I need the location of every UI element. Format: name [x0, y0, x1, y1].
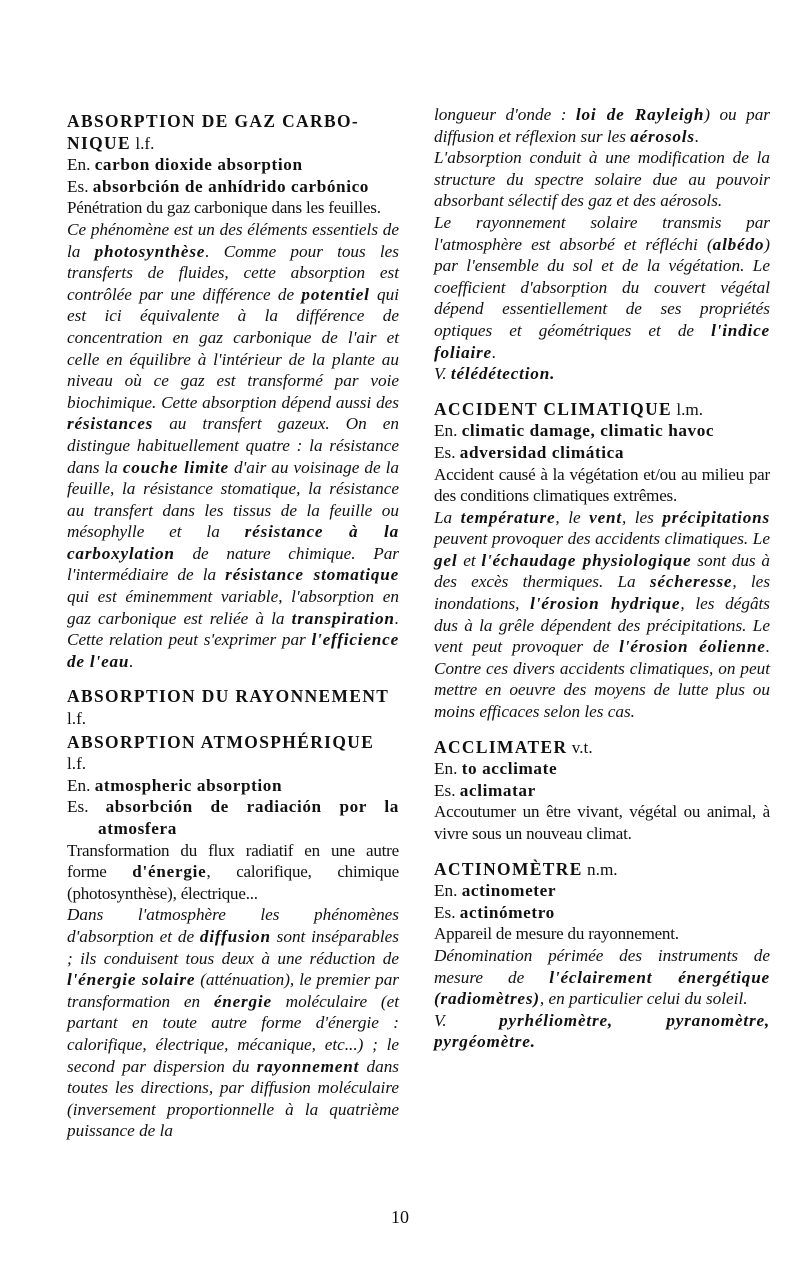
en-translation: actinometer [461, 881, 557, 901]
headword-cont: NIQUE [67, 132, 132, 153]
en-label: En. [434, 759, 458, 779]
xref-potentiel: potentiel [301, 284, 370, 304]
en-translation: climatic damage, climatic havoc [461, 421, 715, 441]
see-also: V. télédétection. [434, 364, 556, 384]
xref-pyrheliometre-pyranometre-pyrgeometre: pyrhéliomètre, pyranomètre, pyrgéomètre [434, 1010, 770, 1052]
definition: Accoutumer un être vivant, végétal ou animal, à vivre sous un nouveau climat. [434, 802, 770, 843]
xref-energie-solaire: l'énergie solaire [67, 970, 196, 990]
right-column [434, 104, 770, 1067]
note: Dénomination périmée des instruments de mesure de l'éclairement énergétique (radiomètres), en particulier celui du soleil. [434, 945, 770, 1009]
en-label: En. [434, 881, 458, 901]
headword: ACCIDENT CLIMATIQUE [434, 398, 673, 419]
xref-resistance-carboxylation: résistance à la carboxylation [67, 522, 400, 563]
xref-teledetection: télédétection [450, 364, 551, 384]
es-translation: actinómetro [459, 902, 555, 922]
definition: Transformation du flux radiatif en une autre forme d'énergie, calorifique, chimique (photosynthèse), électrique... [67, 840, 399, 903]
xref-energie: énergie [213, 991, 272, 1011]
es-translation: adversidad climática [459, 442, 625, 462]
es-label: Es. [434, 442, 456, 462]
xref-loi-rayleigh: loi de Rayleigh [575, 105, 705, 124]
es-label: Es. [67, 797, 89, 817]
grammar-label: l.m. [676, 399, 704, 419]
note-paragraph: L'absorption conduit à une modification de la structure du spectre solaire due au pouvoir absorbant sélectif des gaz et des aérosols. [434, 148, 770, 211]
es-label: Es. [67, 176, 89, 196]
entry-accident-climatique [434, 399, 770, 723]
entry-absorption-rayonnement [67, 686, 399, 729]
definition: Appareil de mesure du rayonnement. [434, 924, 679, 944]
xref-precipitations: précipitations [662, 507, 771, 527]
entry-actinometre [434, 859, 770, 1053]
xref-energie: d'énergie [132, 862, 207, 882]
xref-radiometres: (radiomètres) [434, 989, 540, 1009]
xref-erosion-eolienne: l'érosion éolienne [619, 637, 766, 657]
xref-resistance-stomatique: résistance stomatique [225, 565, 400, 585]
grammar-label: v.t. [571, 737, 593, 757]
en-label: En. [67, 775, 91, 795]
xref-resistances: résistances [67, 414, 154, 434]
es-translation: aclimatar [459, 780, 536, 800]
headword: ACCLIMATER [434, 736, 568, 757]
grammar-label: l.f. [135, 133, 155, 153]
note: Dans l'atmosphère les phénomènes d'absorption et de diffusion sont inséparables ; ils conduisent tous deux à une réduction de l'énergie solaire (atténuation), le premier par transformation en énergie moléculaire (et partant en toute autre forme d'énergie : calorifique, électrique, mécanique, etc...) ; le second par dispersion du rayonnement dans toutes les directions, par diffusion moléculaire (inversement proportionnelle à la quatrième puissance de la [67, 905, 399, 1141]
headword: ABSORPTION DE GAZ CARBO- [67, 111, 360, 131]
xref-photosynthese: photosynthèse [94, 241, 206, 261]
en-translation: atmospheric absorption [94, 775, 283, 795]
note-continued: longueur d'onde : loi de Rayleigh) ou par diffusion et réflexion sur les aérosols. [434, 105, 770, 146]
es-translation: absorbción de anhídrido carbónico [92, 176, 370, 196]
see-also: V. pyrhéliomètre, pyranomètre, pyrgéomètre. [434, 1010, 770, 1052]
es-label: Es. [434, 902, 456, 922]
en-translation: carbon dioxide absorption [94, 155, 303, 175]
grammar-label: l.f. [67, 754, 87, 774]
entry-acclimater [434, 737, 770, 845]
left-column [67, 111, 399, 1156]
page-number: 10 [391, 1207, 409, 1227]
headword: ABSORPTION DU RAYONNEMENT [67, 686, 390, 707]
xref-erosion-hydrique: l'érosion hydrique [530, 594, 681, 614]
headword: ACTINOMÈTRE [434, 858, 583, 879]
xref-temperature: température [460, 507, 556, 527]
xref-albedo: albédo [712, 234, 765, 254]
xref-efficience-eau: l'efficience de l'eau [67, 630, 399, 671]
xref-secheresse: sécheresse [649, 572, 733, 592]
xref-vent: vent [589, 507, 622, 527]
es-label: Es. [434, 780, 456, 800]
xref-diffusion: diffusion [199, 926, 271, 946]
xref-rayonnement: rayonnement [256, 1056, 360, 1076]
definition: Accident causé à la végétation et/ou au milieu par des conditions climatiques extrêmes. [434, 464, 770, 506]
es-translation: absorbción de radiación por la atmosfera [98, 797, 399, 838]
xref-echaudage: l'échaudage physiologique [481, 550, 692, 570]
entry-continuation [434, 104, 770, 385]
headword: ABSORPTION ATMOSPHÉRIQUE [67, 731, 375, 752]
xref-gel: gel [434, 550, 458, 570]
entry-absorption-gaz-carbonique [67, 111, 399, 672]
grammar-label: n.m. [587, 859, 618, 879]
xref-aerosols: aérosols [630, 126, 695, 146]
en-translation: to acclimate [461, 759, 558, 779]
xref-indice-foliaire: l'indice foliaire [434, 320, 770, 362]
en-label: En. [67, 155, 91, 175]
note-paragraph: Le rayonnement solaire transmis par l'atmosphère est absorbé et réfléchi (albédo) par l'ensemble du sol et de la végétation. Le coefficient d'absorption du couvert végétal dépend essentiellement de ses propriétés optiques et géométriques et de l'indice foliaire. [434, 212, 770, 362]
xref-transpiration: transpiration [291, 608, 395, 628]
definition: Pénétration du gaz carbonique dans les feuilles. [67, 198, 381, 218]
en-label: En. [434, 421, 458, 441]
note: Ce phénomène est un des éléments essentiels de la photosynthèse. Comme pour tous les transferts de fluides, cette absorption est contrôlée par une différence de potentiel qui est ici équivalente à la différence de concentration en gaz carbonique de l'air et celle en équilibre à l'intérieur de la plante au niveau où ce gaz est transformé par voie biochimique. Cette absorption dépend aussi des résistances au transfert gazeux. On en distingue habituellement quatre : la résistance dans la couche limite d'air au voisinage de la feuille, la résistance stomatique, la résistance au transfert dans les tissus de la feuille ou mésophylle et la résistance à la carboxylation de nature chimique. Par l'intermédiaire de la résistance stomatique qui est éminemment variable, l'absorption en gaz carbonique est reliée à la transpiration. Cette relation peut s'exprimer par l'efficience de l'eau. [67, 219, 400, 671]
xref-couche-limite: couche limite [122, 457, 229, 477]
grammar-label: l.f. [67, 709, 87, 729]
entry-absorption-atmospherique [67, 732, 399, 1142]
note: La température, le vent, les précipitations peuvent provoquer des accidents climatiques. Le gel et l'échaudage physiologique sont dus à des excès thermiques. La sécheresse, les inondations, l'érosion hydrique, les dégâts dus à la grêle dépendent des précipitations. Le vent peut provoquer de l'érosion éolienne. Contre ces divers accidents climatiques, on peut mettre en oeuvre des moyens de lutte plus ou moins efficaces selon les cas. [434, 507, 771, 722]
xref-eclairement-energetique: l'éclairement énergétique [549, 967, 770, 987]
